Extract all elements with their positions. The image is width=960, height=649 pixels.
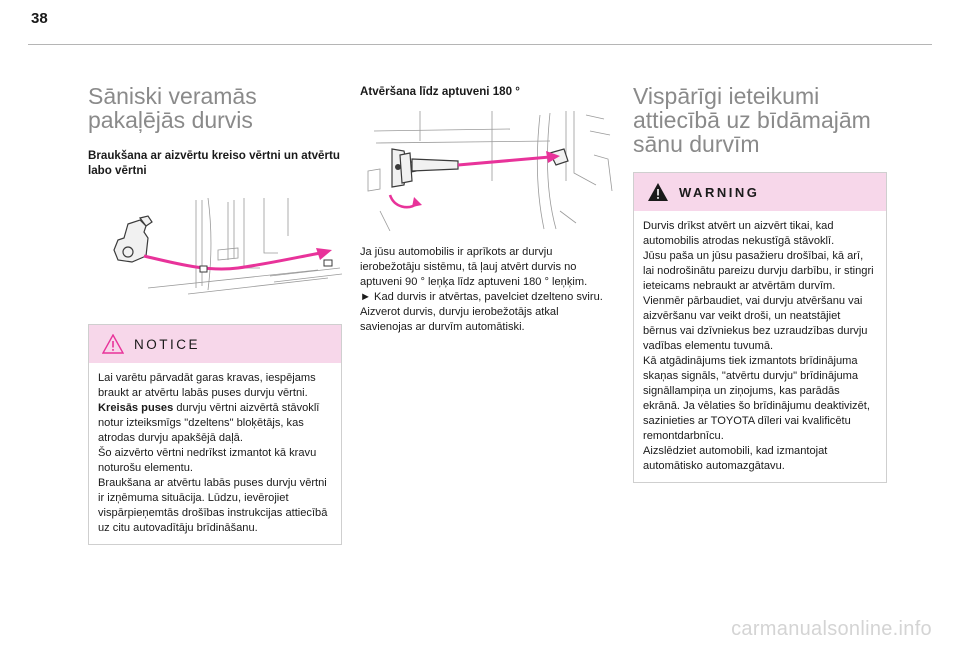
subheading: Atvēršana līdz aptuveni 180 ° [360,85,520,98]
notice-label: NOTICE [134,336,201,352]
notice-paragraph: Šo aizvērto vērtni nedrīkst izmantot kā kravu noturošu elementu. [98,447,317,474]
notice-header [89,325,341,363]
warning-paragraph: Kā atgādinājums tiek izmantots brīdinājuma skaņas signāls, "atvērtu durvju" brīdinājuma signāllampiņa un ziņojums, kas parādās ekrānā. Ja vēlaties šo brīdinājumu deaktivizēt, sazinieties ar TOYOTA dīleri vai kvalificētu remontdarbnīcu. [643,355,870,442]
notice-paragraph [98,401,332,446]
warning-header [634,173,886,211]
body-paragraph: Aizverot durvis, durvju ierobežotājs atkal savienojas ar durvīm automātiski. [360,306,559,333]
warning-paragraph: Aizslēdziet automobili, kad izmantojat automātisko automazgātavu. [643,445,828,472]
illustration-door-limiter [360,111,614,231]
notice-box [88,324,342,545]
subheading: Braukšana ar aizvērtu kreiso vērtni un atvērtu labo vērtni [88,149,340,177]
column-middle [360,84,614,335]
notice-paragraph: Braukšana ar atvērtu labās puses durvju vērtni ir izņēmuma situācija. Lūdzu, ievērojiet vispārpieņemtās drošības instrukcijas attiecībā uz citu autovadītāju brīdināšanu. [98,477,328,534]
warning-body [634,211,886,482]
column-left [88,84,342,545]
warning-triangle-icon [102,334,124,354]
warning-box [633,172,887,483]
notice-emphasis: Kreisās puses [98,402,174,414]
warning-triangle-icon [647,182,669,202]
notice-body [89,363,341,544]
notice-paragraph: Lai varētu pārvadāt garas kravas, iespējams braukt ar atvērtu labās puses durvju vērtni. [98,372,316,399]
page-number: 38 [31,10,48,27]
section-title: Vispārīgi ieteikumi attiecībā uz bīdāmajām sānu durvīm [633,83,871,157]
warning-paragraph: Vienmēr pārbaudiet, vai durvju atvēršanu vai aizvēršanu var veikt droši, un neatstājiet bērnus vai dzīvniekus bez uzraudzības durvju vadības elementu tuvumā. [643,295,868,352]
warning-paragraph: Durvis drīkst atvērt un aizvērt tikai, kad automobilis atrodas nekustīgā stāvoklī. [643,220,835,247]
column-right [633,84,887,483]
body-paragraph: ► Kad durvis ir atvērtas, pavelciet dzelteno sviru. [360,291,603,303]
body-paragraph: Ja jūsu automobilis ir aprīkots ar durvju ierobežotāju sistēmu, tā ļauj atvērt durvis no aptuveni 90 ° leņķa līdz aptuveni 180 ° leņķim. [360,246,588,288]
section-title: Sāniski veramās pakaļējās durvis [88,83,257,133]
middle-body [360,245,614,335]
watermark: carmanualsonline.info [731,618,932,640]
warning-paragraph: Jūsu paša un jūsu pasažieru drošībai, kā arī, lai nodrošinātu pareizu durvju darbību, ir stingri ieteicams nebraukt ar atvērtām durvīm. [643,250,874,292]
notice-text: durvju vērtni aizvērtā stāvoklī notur izteiksmīgs "dzeltens" bloķētājs, kas atrodas durvju apakšējā daļā. [98,402,320,444]
header-divider [28,44,932,45]
illustration-rear-door-latch [88,198,342,298]
warning-label: WARNING [679,184,760,200]
